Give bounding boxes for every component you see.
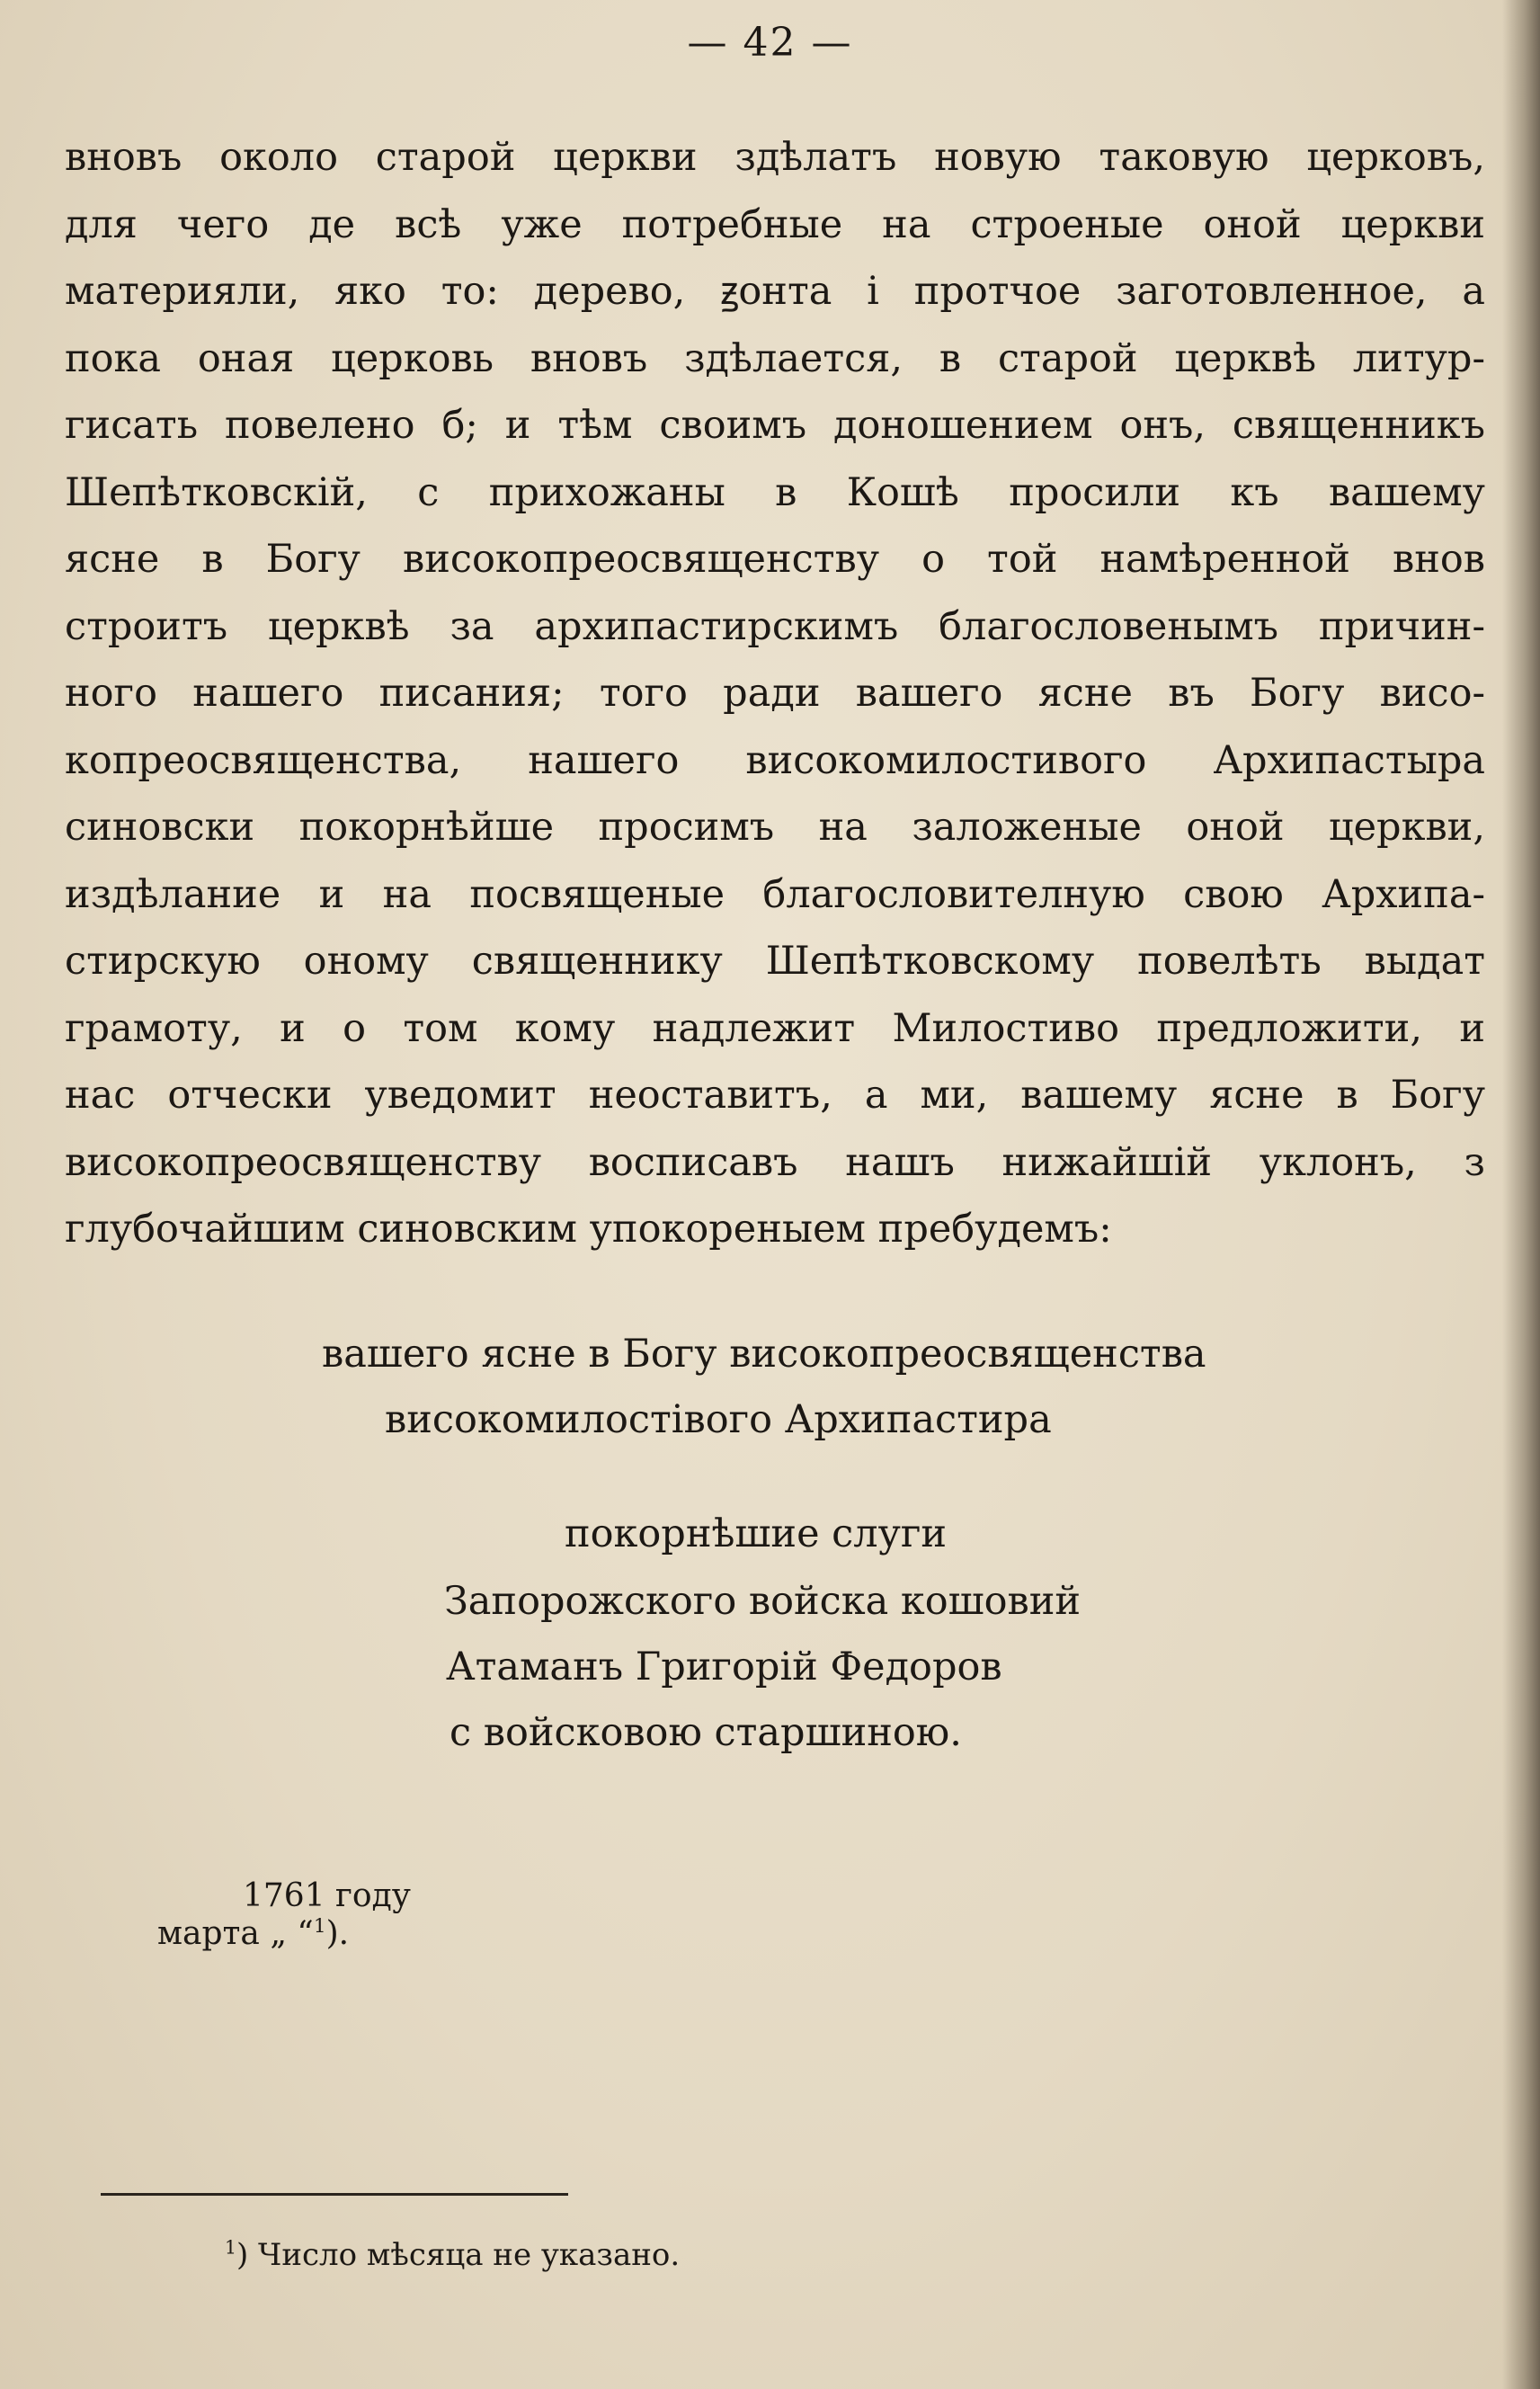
body-line: грамоту, и о том кому надлежит Милостиво предложити, и — [65, 1005, 1485, 1051]
footnote — [225, 2237, 680, 2273]
body-line: копреосвященства, нашего високомилостивого Архипастыра — [65, 737, 1485, 783]
body-line: строитъ церквѣ за архипастирскимъ благословенымъ причин- — [65, 603, 1485, 649]
body-line: гисать повелено б; и тѣм своимъ доношением онъ, священникъ — [65, 403, 1485, 448]
body-line: ясне в Богу високопреосвященству о той намѣренной внов — [65, 537, 1485, 582]
body-line: високопреосвященству восписавъ нашъ нижайшій уклонъ, з — [65, 1139, 1485, 1185]
signature-line-servants: покорнѣшие слуги — [565, 1511, 948, 1556]
body-line: нас отчески уведомит неоставитъ, а ми, вашему ясне в Богу — [65, 1073, 1485, 1118]
signature-line-host: Запорожского войска кошовий — [444, 1579, 1082, 1624]
footnote-mark: 1 — [225, 2236, 236, 2259]
body-line-last: глубочайшим синовским упокореныем пребудемъ: — [65, 1207, 1112, 1252]
date-month — [157, 1915, 349, 1952]
body-line: стирскую оному священнику Шепѣтковскому повелѣть выдат — [65, 939, 1485, 984]
date-footnote-mark: 1 — [313, 1915, 326, 1938]
date-month-text: марта „ “ — [157, 1915, 314, 1952]
date-end: ). — [325, 1915, 350, 1952]
body-line: Шепѣтковскій, с прихожаны в Кошѣ просили къ вашему — [65, 469, 1485, 515]
body-line: для чего де всѣ уже потребные на строеные оной церкви — [65, 201, 1485, 247]
body-line: издѣлание и на посвященые благословителную свою Архипа- — [65, 871, 1485, 917]
footnote-text: ) Число мѣсяца не указано. — [236, 2237, 681, 2273]
body-line: материяли, яко то: дерево, ꙃонта і протчое заготовленное, а — [65, 269, 1485, 314]
signature-line-ataman: Атаманъ Григорій Федоров — [446, 1645, 1002, 1689]
signature-line-address: вашего ясне в Богу високопреосвященства — [322, 1332, 1206, 1377]
body-line: вновъ около старой церкви здѣлатъ новую таковую церковъ, — [65, 135, 1485, 180]
page-number: — 42 — — [687, 20, 853, 66]
page-edge-shadow — [1502, 0, 1540, 2389]
signature-line-elders: с войсковою старшиною. — [450, 1710, 962, 1755]
signature-line-archpastor: високомилостівого Архипастира — [385, 1397, 1052, 1442]
date-year: 1761 году — [243, 1877, 411, 1914]
body-line: синовски покорнѣйше просимъ на заложеные оной церкви, — [65, 805, 1485, 850]
footnote-divider — [101, 2193, 568, 2196]
letter-body — [65, 124, 1485, 1263]
body-line: ного нашего писания; того ради вашего ясне въ Богу висо- — [65, 671, 1485, 716]
body-line: пока оная церковь вновъ здѣлается, в старой церквѣ литур- — [65, 335, 1485, 381]
